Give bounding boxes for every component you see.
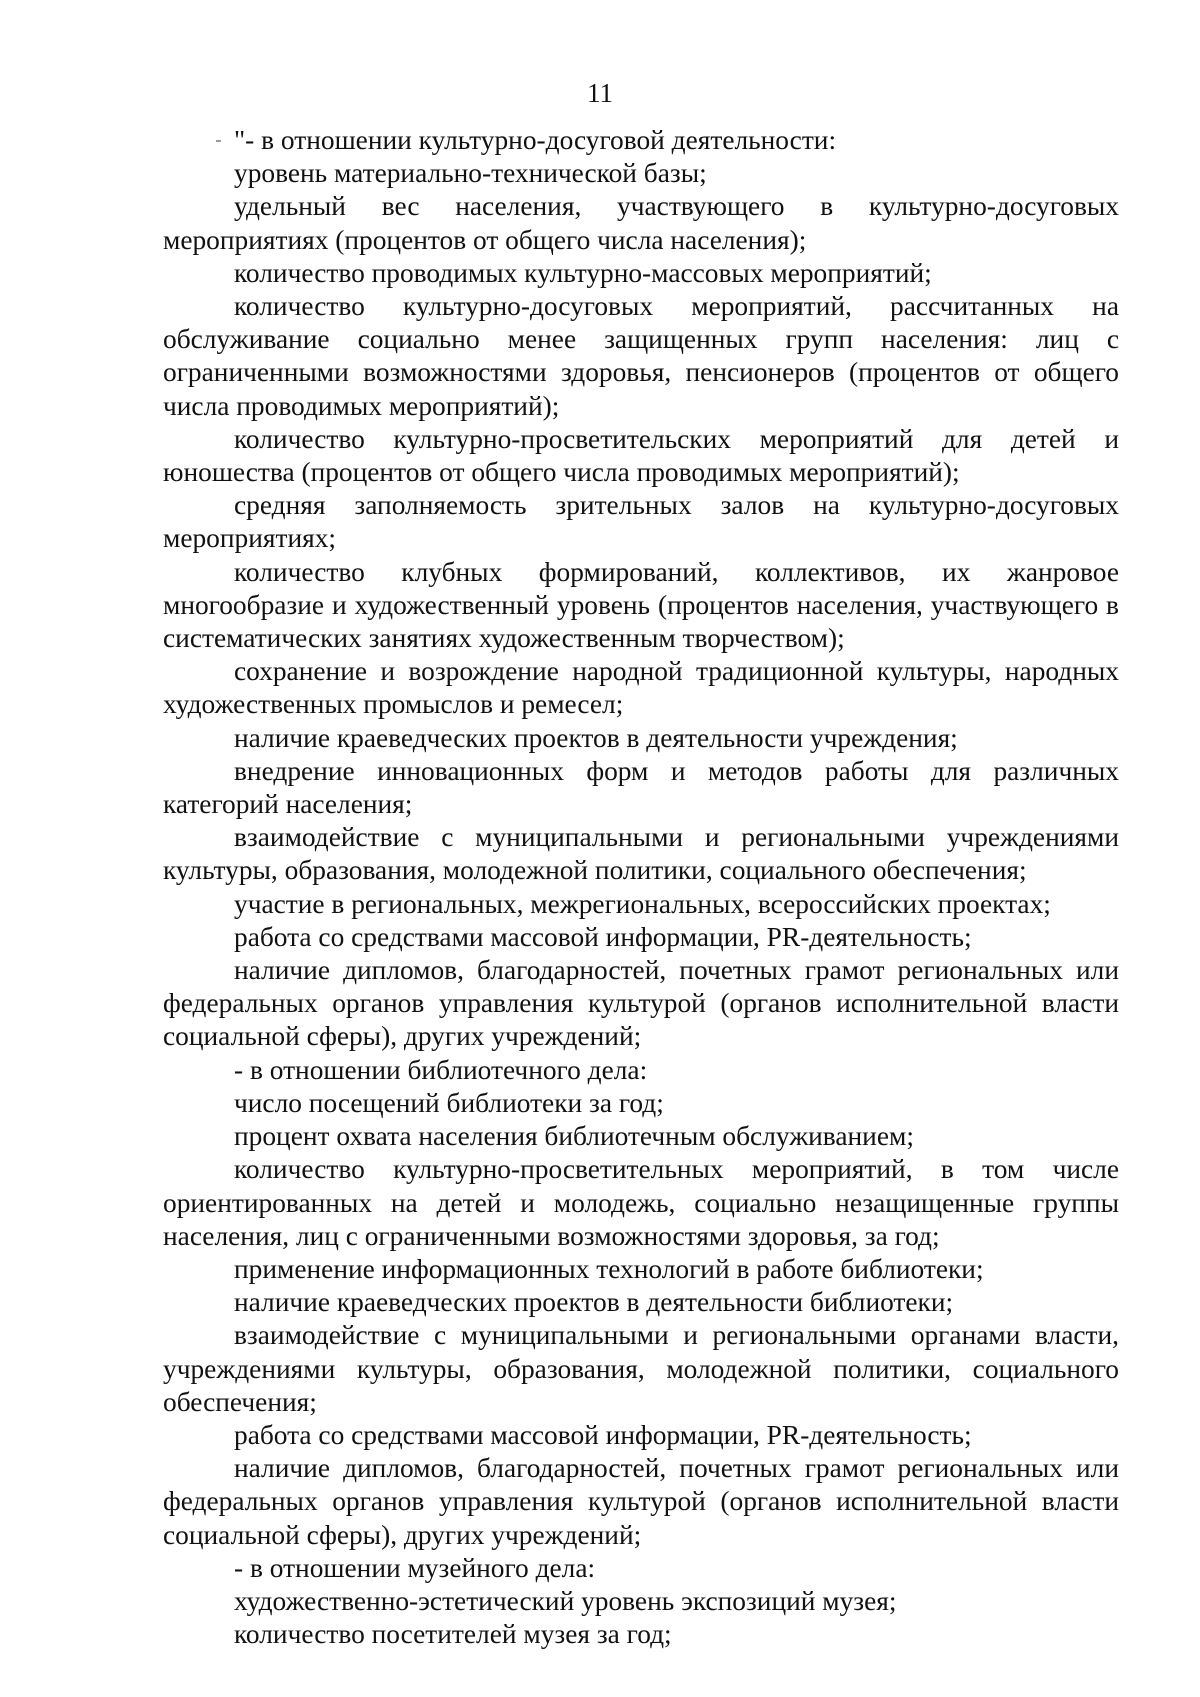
- criterion-item: художественно-эстетический уровень экспозиций музея;: [234, 1585, 897, 1616]
- page-number: 11: [587, 78, 613, 108]
- criteria-section-heading-cultural-leisure: "- в отношении культурно-досуговой деятельности:: [234, 125, 837, 155]
- criterion-item: работа со средствами массовой информации, PR-деятельность;: [234, 1419, 972, 1450]
- criterion-item: взаимодействие с муниципальными и региональными учреждениями культуры, образования, молодежной политики, социального обеспечения;: [163, 822, 1119, 886]
- criterion-item: количество культурно-просветительных мероприятий, в том числе ориентированных на детей и молодежь, социально незащищенные группы населения, лиц с ограниченными возможностями здоровья, за год;: [163, 1154, 1119, 1251]
- criterion-item: количество культурно-просветительских мероприятий для детей и юношества (процентов от общего числа проводимых мероприятий);: [163, 423, 1119, 488]
- criterion-item: наличие краеведческих проектов в деятельности учреждения;: [234, 722, 958, 753]
- criterion-item: работа со средствами массовой информации, PR-деятельность;: [234, 921, 972, 952]
- criterion-item: участие в региональных, межрегиональных, всероссийских проектах;: [234, 888, 1051, 919]
- criterion-item: наличие дипломов, благодарностей, почетных грамот региональных или федеральных органов управления культурой (органов исполнительной власти социальной сферы), других учреждений;: [163, 1453, 1119, 1550]
- document-body: [163, 124, 1119, 1651]
- criterion-item: применение информационных технологий в работе библиотеки;: [234, 1253, 984, 1284]
- criterion-item: процент охвата населения библиотечным обслуживанием;: [234, 1121, 914, 1152]
- criterion-item: сохранение и возрождение народной традиционной культуры, народных художественных промыслов и ремесел;: [163, 656, 1119, 720]
- criterion-item: количество посетителей музея за год;: [234, 1619, 672, 1650]
- criterion-item: средняя заполняемость зрительных залов на культурно-досуговых мероприятиях;: [163, 490, 1119, 554]
- criterion-item: удельный вес населения, участвующего в культурно-досуговых мероприятиях (процентов от общего числа населения);: [163, 191, 1119, 255]
- criterion-item: уровень материально-технической базы;: [234, 158, 707, 189]
- criterion-item: взаимодействие с муниципальными и региональными органами власти, учреждениями культуры, образования, молодежной политики, социального обеспечения;: [163, 1320, 1119, 1417]
- criterion-item: количество проводимых культурно-массовых мероприятий;: [234, 257, 932, 288]
- criterion-item: число посещений библиотеки за год;: [234, 1087, 664, 1118]
- criteria-section-heading-library: - в отношении библиотечного дела:: [234, 1054, 648, 1085]
- criterion-item: наличие краеведческих проектов в деятельности библиотеки;: [234, 1287, 954, 1318]
- criterion-item: наличие дипломов, благодарностей, почетных грамот региональных или федеральных органов управления культурой (органов исполнительной власти социальной сферы), других учреждений;: [163, 955, 1119, 1052]
- criterion-item: количество клубных формирований, коллективов, их жанровое многообразие и художественный уровень (процентов населения, участвующего в систематических занятиях художественным творчеством);: [163, 556, 1119, 654]
- criterion-item: количество культурно-досуговых мероприятий, рассчитанных на обслуживание социально менее защищенных групп населения: лиц с ограниченными возможностями здоровья, пенсионеров (процентов от общего числа проводимых мероприятий);: [163, 291, 1119, 421]
- criteria-section-heading-museum: - в отношении музейного дела:: [234, 1552, 596, 1583]
- criterion-item: внедрение инновационных форм и методов работы для различных категорий населения;: [163, 755, 1119, 820]
